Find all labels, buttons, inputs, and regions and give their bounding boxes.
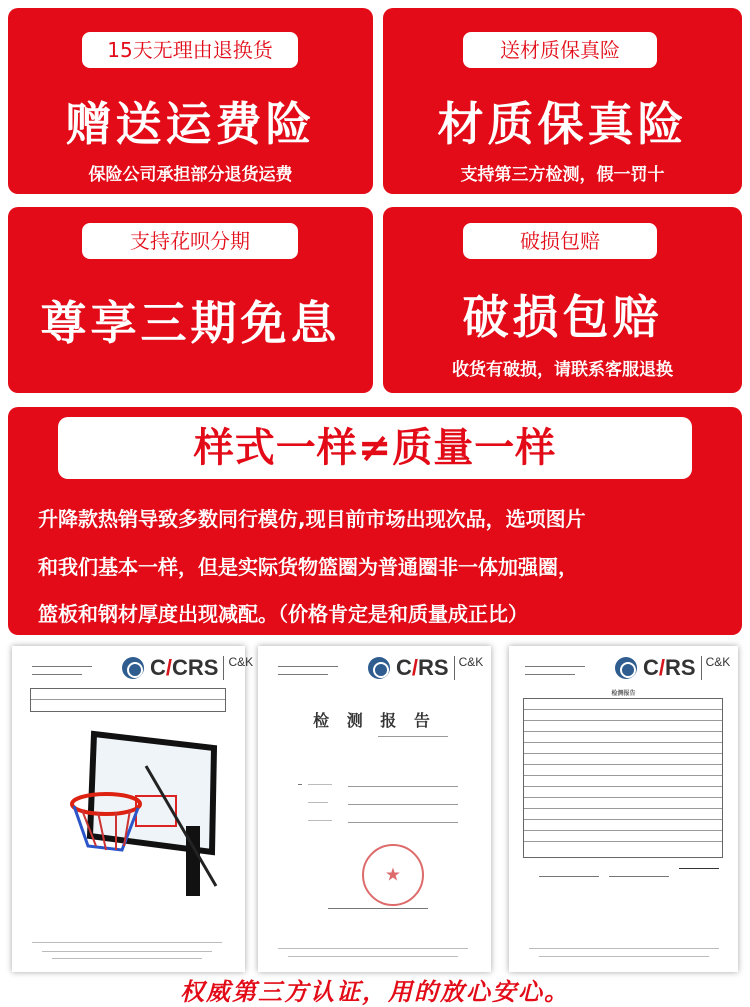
material-insurance-headline: 材质保真险	[437, 97, 688, 151]
crs-logo: C/RS C&K	[368, 656, 483, 680]
quality-warning-panel	[8, 407, 742, 635]
seal-icon	[615, 657, 637, 679]
ck-brand: C&K	[223, 656, 253, 680]
damage-compensation-pill: 破损包赔	[463, 223, 657, 259]
return-policy-pill: 15天无理由退换货	[82, 32, 298, 68]
warning-line-2: 和我们基本一样，但是实际货物篮圈为普通圈非一体加强圈，	[38, 555, 578, 579]
warning-line-1: 升降款热销导致多数同行模仿,现目前市场出现次品，选项图片	[38, 507, 586, 531]
report-title: 检 测 报 告	[313, 711, 436, 730]
crs-logo: C/CRS C&K	[122, 656, 253, 680]
seal-icon	[122, 657, 144, 679]
installment-headline: 尊享三期免息	[40, 296, 341, 350]
test-report-cover-page	[258, 646, 491, 972]
installment-pill: 支持花呗分期	[82, 223, 298, 259]
shipping-insurance-subtext: 保险公司承担部分退货运费	[88, 165, 293, 185]
installment-panel	[8, 207, 373, 393]
official-stamp	[362, 844, 424, 906]
test-report-photo-page	[12, 646, 254, 972]
material-insurance-panel	[383, 8, 742, 194]
material-insurance-subtext: 支持第三方检测，假一罚十	[460, 165, 665, 185]
shipping-insurance-panel	[8, 8, 373, 194]
quality-warning-title: 样式一样≠质量一样	[193, 425, 557, 471]
shipping-insurance-headline: 赠送运费险	[65, 97, 316, 151]
damage-compensation-subtext: 收货有破损，请联系客服退换	[452, 360, 673, 380]
seal-icon	[368, 657, 390, 679]
material-insurance-pill: 送材质保真险	[463, 32, 657, 68]
test-report-details-page	[509, 646, 738, 972]
sample-table	[30, 688, 226, 712]
authority-certification-footer: 权威第三方认证，用的放心安心。	[180, 978, 570, 1006]
basketball-hoop-image	[26, 726, 231, 896]
report-details-title: 检测报告	[611, 690, 636, 697]
damage-compensation-panel	[383, 207, 742, 393]
quality-warning-title-box	[58, 417, 692, 479]
damage-compensation-headline: 破损包赔	[462, 290, 663, 344]
details-table	[523, 698, 723, 858]
warning-line-3: 篮板和钢材厚度出现减配。（价格肯定是和质量成正比）	[38, 602, 528, 626]
crs-logo: C/RS C&K	[615, 656, 730, 680]
